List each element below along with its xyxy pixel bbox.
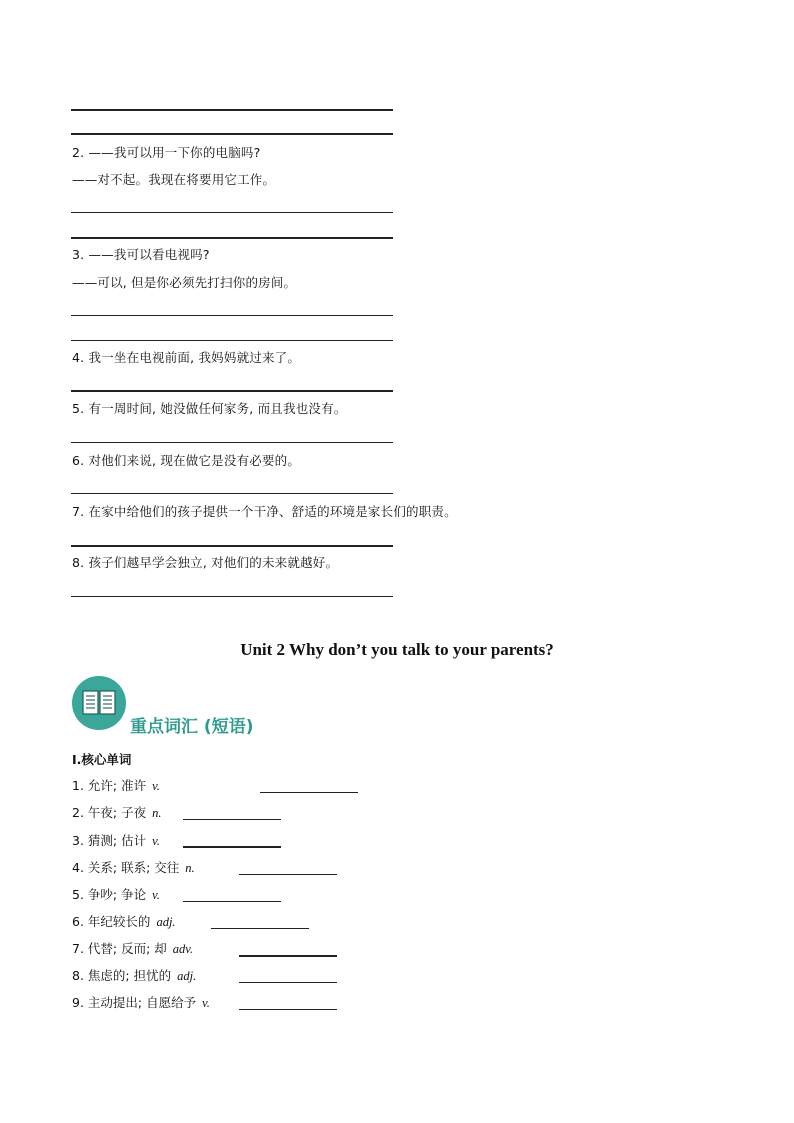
vocab-blank[interactable] bbox=[183, 901, 281, 902]
open-book-icon bbox=[72, 676, 126, 730]
vocab-item: 4. 关系; 联系; 交往 n. bbox=[72, 860, 195, 875]
answer-line[interactable] bbox=[71, 596, 393, 597]
answer-line[interactable] bbox=[71, 109, 393, 111]
section-heading: 重点词汇 (短语) bbox=[130, 717, 254, 737]
exercise-3-line-2: ——可以, 但是你必须先打扫你的房间。 bbox=[72, 275, 297, 290]
exercise-8: 8. 孩子们越早学会独立, 对他们的未来就越好。 bbox=[72, 555, 339, 570]
vocab-blank[interactable] bbox=[183, 846, 281, 848]
vocab-item: 5. 争吵; 争论 v. bbox=[72, 887, 160, 902]
answer-line[interactable] bbox=[71, 212, 393, 213]
vocab-item: 6. 年纪较长的 adj. bbox=[72, 914, 176, 929]
subsection-heading: I.核心单词 bbox=[72, 752, 132, 767]
exercise-7: 7. 在家中给他们的孩子提供一个干净、舒适的环境是家长们的职责。 bbox=[72, 504, 457, 519]
answer-line[interactable] bbox=[71, 133, 393, 135]
exercise-2-line-2: ——对不起。我现在将要用它工作。 bbox=[72, 172, 276, 187]
vocab-blank[interactable] bbox=[260, 792, 358, 793]
exercise-6: 6. 对他们来说, 现在做它是没有必要的。 bbox=[72, 453, 301, 468]
vocab-blank[interactable] bbox=[183, 819, 281, 820]
vocab-item: 2. 午夜; 子夜 n. bbox=[72, 805, 162, 820]
answer-line[interactable] bbox=[71, 315, 393, 316]
vocab-item: 7. 代替; 反而; 却 adv. bbox=[72, 941, 194, 956]
vocab-item: 1. 允许; 准许 v. bbox=[72, 778, 160, 793]
answer-line[interactable] bbox=[71, 390, 393, 392]
vocab-item: 9. 主动提出; 自愿给予 v. bbox=[72, 995, 210, 1010]
unit-title: Unit 2 Why don’t you talk to your parents? bbox=[240, 640, 554, 659]
vocab-item: 8. 焦虑的; 担忧的 adj. bbox=[72, 968, 197, 983]
vocab-blank[interactable] bbox=[239, 982, 337, 983]
answer-line[interactable] bbox=[71, 545, 393, 547]
vocab-blank[interactable] bbox=[239, 1009, 337, 1010]
vocab-item: 3. 猜测; 估计 v. bbox=[72, 833, 160, 848]
answer-line[interactable] bbox=[71, 237, 393, 239]
exercise-4: 4. 我一坐在电视前面, 我妈妈就过来了。 bbox=[72, 350, 301, 365]
answer-line[interactable] bbox=[71, 340, 393, 341]
answer-line[interactable] bbox=[71, 442, 393, 443]
exercise-3-line-1: 3. ——我可以看电视吗? bbox=[72, 247, 210, 262]
vocab-blank[interactable] bbox=[239, 955, 337, 957]
vocab-blank[interactable] bbox=[239, 874, 337, 875]
vocab-blank[interactable] bbox=[211, 928, 309, 929]
exercise-2-line-1: 2. ——我可以用一下你的电脑吗? bbox=[72, 145, 261, 160]
answer-line[interactable] bbox=[71, 493, 393, 494]
exercise-5: 5. 有一周时间, 她没做任何家务, 而且我也没有。 bbox=[72, 401, 347, 416]
